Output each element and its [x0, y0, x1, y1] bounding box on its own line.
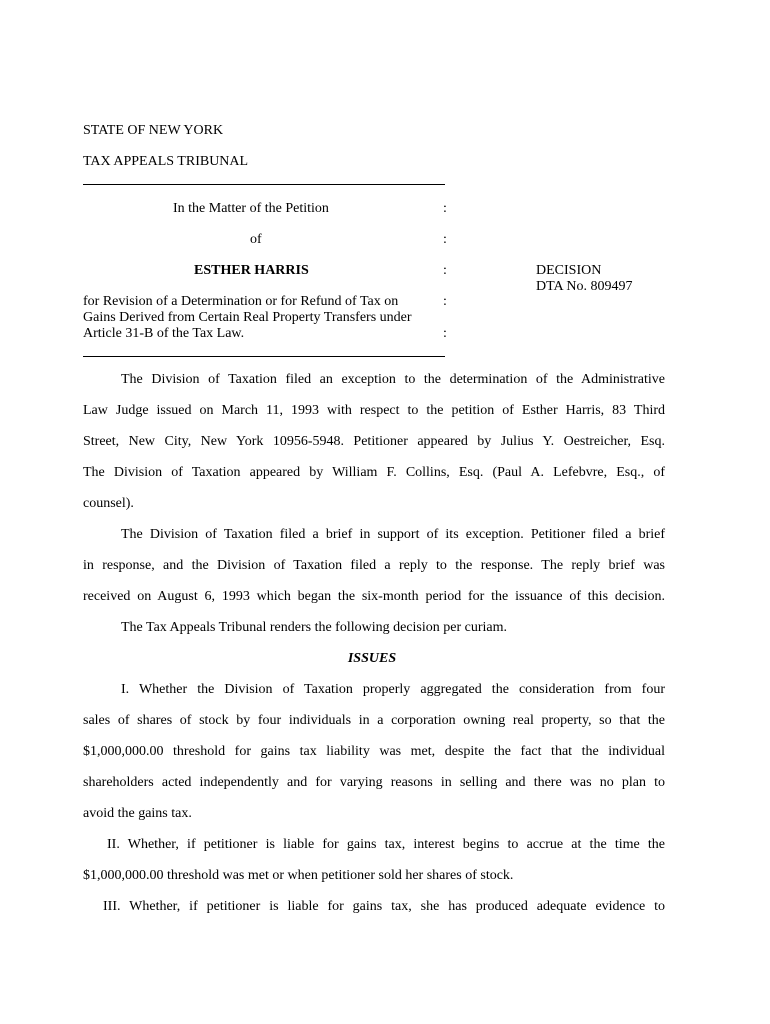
caption-colon: : — [443, 263, 447, 278]
caption-bottom-rule — [83, 356, 445, 357]
caption-of: of — [250, 232, 262, 247]
caption-top-rule — [83, 184, 445, 185]
caption-colon: : — [443, 232, 447, 247]
caption-colon: : — [443, 201, 447, 216]
dta-number: DTA No. 809497 — [536, 279, 633, 294]
issue-two — [83, 829, 665, 891]
decision-label: DECISION — [536, 263, 602, 278]
state-heading: STATE OF NEW YORK — [83, 123, 224, 138]
tribunal-heading: TAX APPEALS TRIBUNAL — [83, 154, 249, 169]
caption-petitioner-name: ESTHER HARRIS — [194, 263, 309, 278]
text-line: I. Whether the Division of Taxation properly aggregated the consideration from four — [121, 682, 665, 697]
caption-colon: : — [443, 326, 447, 341]
text-line: in response, and the Division of Taxation filed a reply to the response. The reply brief was — [83, 558, 665, 573]
text-line: Street, New City, New York 10956-5948. Petitioner appeared by Julius Y. Oestreicher, Esq. — [83, 434, 665, 449]
text-line: III. Whether, if petitioner is liable for gains tax, she has produced adequate evidence to — [103, 899, 665, 914]
text-line: II. Whether, if petitioner is liable for gains tax, interest begins to accrue at the time the — [107, 837, 665, 852]
text-line: The Division of Taxation filed a brief in support of its exception. Petitioner filed a brief — [121, 527, 665, 542]
text-line: Law Judge issued on March 11, 1993 with respect to the petition of Esther Harris, 83 Third — [83, 403, 665, 418]
issue-three — [83, 891, 665, 922]
text-line: received on August 6, 1993 which began the six-month period for the issuance of this decision. — [83, 589, 665, 604]
caption-purpose-line2: Gains Derived from Certain Real Property Transfers under — [83, 310, 412, 325]
caption-matter: In the Matter of the Petition — [173, 201, 329, 216]
caption-colon: : — [443, 294, 447, 309]
paragraph-procedural-history — [83, 364, 665, 519]
text-line: The Division of Taxation appeared by William F. Collins, Esq. (Paul A. Lefebvre, Esq., of — [83, 465, 665, 480]
text-line: counsel). — [83, 496, 134, 511]
text-line: sales of shares of stock by four individuals in a corporation owning real property, so that the — [83, 713, 665, 728]
text-line: The Division of Taxation filed an exception to the determination of the Administrative — [121, 372, 665, 387]
text-line: $1,000,000.00 threshold was met or when petitioner sold her shares of stock. — [83, 868, 514, 883]
text-line: $1,000,000.00 threshold for gains tax liability was met, despite the fact that the individual — [83, 744, 665, 759]
caption-purpose-line3: Article 31-B of the Tax Law. — [83, 326, 245, 341]
paragraph-briefs — [83, 519, 665, 612]
issues-heading: ISSUES — [347, 651, 397, 666]
text-line: avoid the gains tax. — [83, 806, 192, 821]
caption-purpose-line1: for Revision of a Determination or for Refund of Tax on — [83, 294, 399, 309]
issue-one — [83, 674, 665, 829]
paragraph-per-curiam: The Tax Appeals Tribunal renders the following decision per curiam. — [121, 620, 508, 635]
text-line: shareholders acted independently and for varying reasons in selling and there was no plan to — [83, 775, 665, 790]
